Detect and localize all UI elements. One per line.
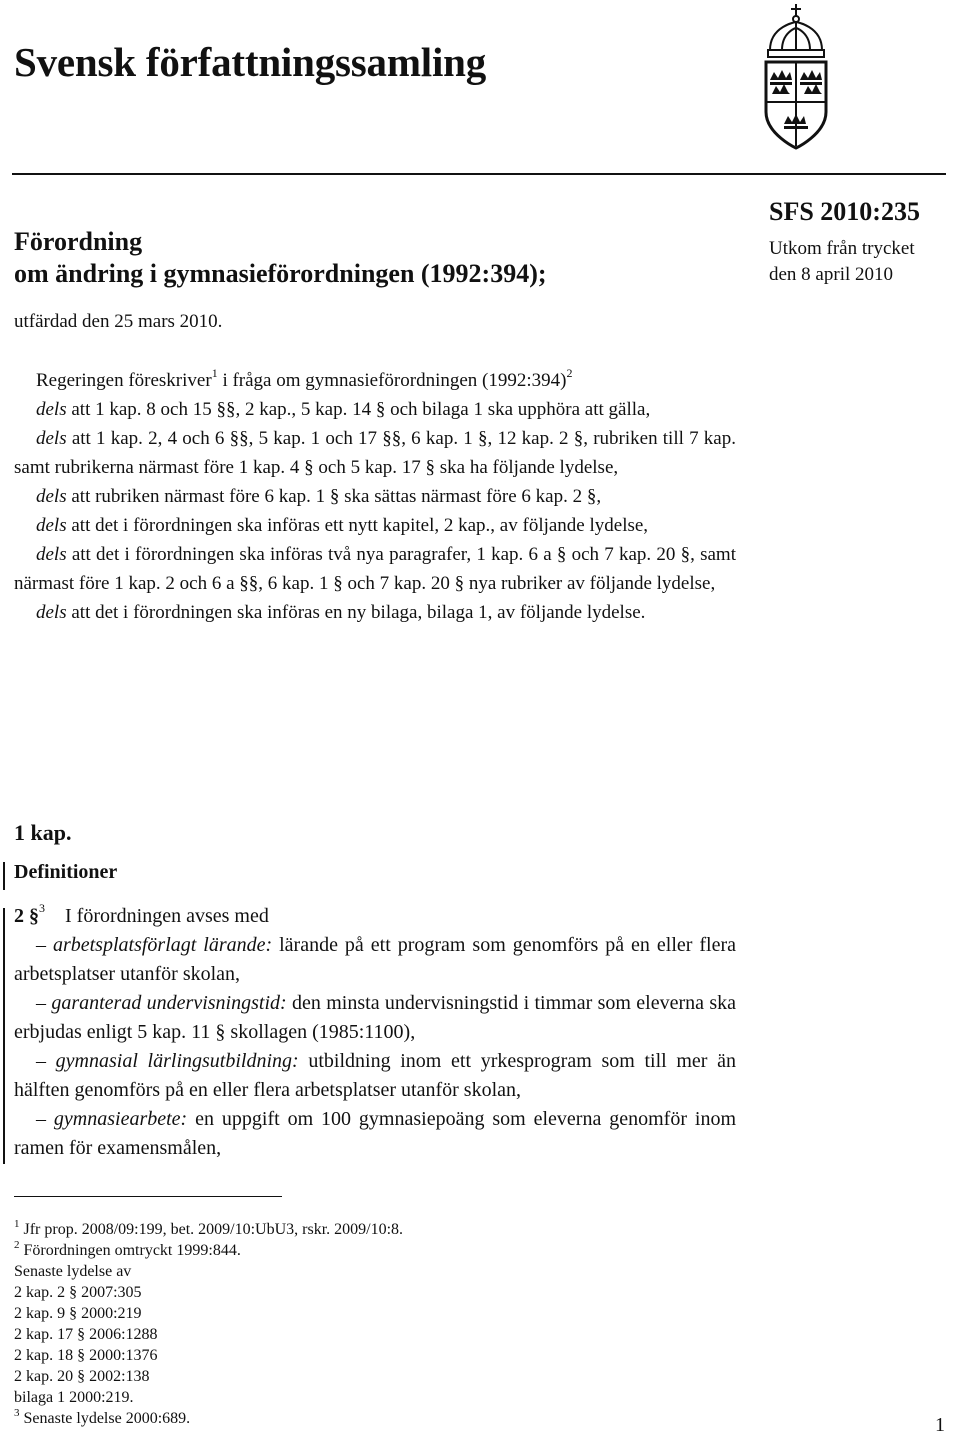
- intro-paragraph: [14, 366, 736, 395]
- paragraph-lead: [14, 902, 736, 931]
- paragraph-number: 2 §: [14, 905, 39, 927]
- footnote-line: Senaste lydelse av: [14, 1263, 132, 1280]
- intro-lead: Regeringen föreskriver: [36, 370, 212, 391]
- footnote-line: 2 kap. 9 § 2000:219: [14, 1305, 142, 1322]
- sfs-number: SFS 2010:235: [769, 197, 920, 226]
- footnote-line: 2 kap. 17 § 2006:1288: [14, 1326, 158, 1343]
- footnote-ref-3: 3: [39, 901, 45, 916]
- dels-clause: [14, 424, 736, 482]
- footnote-1: [14, 1219, 403, 1240]
- paragraph-lead-text: I förordningen avses med: [65, 905, 269, 927]
- coat-of-arms-icon: [756, 2, 836, 152]
- regulation-title-line1: Förordning: [14, 227, 143, 256]
- dels-label: dels: [36, 486, 67, 507]
- footnote-line: bilaga 1 2000:219.: [14, 1389, 134, 1406]
- intro-text: [14, 366, 736, 627]
- series-title: Svensk författningssamling: [14, 39, 487, 85]
- dels-clause: [14, 511, 736, 540]
- dels-label: dels: [36, 544, 67, 565]
- definition-text: en uppgift om 100 gymnasiepoäng som eleverna genomför inom ramen för examensmålen,: [14, 1108, 736, 1159]
- footnote-ref-1: 1: [211, 365, 218, 380]
- dels-text: att 1 kap. 2, 4 och 6 §§, 5 kap. 1 och 17 §§, 6 kap. 1 §, 12 kap. 2 §, rubriken till 7 kap. samt rubrikerna närmast före 1 kap. 4 § och 5 kap. 17 § ska ha följande lydelse,: [14, 428, 736, 478]
- footnote-text: Senaste lydelse 2000:689.: [19, 1410, 191, 1427]
- definition-term: garanterad undervisningstid:: [51, 992, 287, 1014]
- dels-clause: [14, 395, 736, 424]
- dels-clause: [14, 598, 736, 627]
- definition-term: arbetsplatsförlagt lärande:: [52, 934, 273, 956]
- footnote-3: [14, 1408, 403, 1429]
- footnote-text: Jfr prop. 2008/09:199, bet. 2009/10:UbU3, rskr. 2009/10:8.: [19, 1221, 404, 1238]
- publication-info: [769, 236, 915, 288]
- footnote-mark: 3: [14, 1406, 20, 1419]
- dels-label: dels: [36, 515, 67, 536]
- footnote-line: 2 kap. 18 § 2000:1376: [14, 1347, 158, 1364]
- definitions-section: [14, 902, 736, 1163]
- definition-term: gymnasiearbete:: [53, 1108, 188, 1130]
- footnote-text: Förordningen omtryckt 1999:844.: [19, 1242, 241, 1259]
- definition-item: [14, 1105, 736, 1163]
- footnote-2: [14, 1240, 403, 1261]
- dels-text: att det i förordningen ska införas en ny bilaga, bilaga 1, av följande lydelse.: [66, 602, 646, 623]
- dels-label: dels: [36, 428, 67, 449]
- footnote-line: 2 kap. 20 § 2002:138: [14, 1368, 150, 1385]
- section-heading: Definitioner: [14, 861, 118, 883]
- change-bar: [3, 862, 5, 890]
- definition-text: den minsta undervisningstid i timmar som eleverna ska erbjudas enligt 5 kap. 11 § skollagen (1985:1100),: [14, 992, 736, 1043]
- change-bar: [3, 908, 5, 1164]
- definition-item: [14, 1047, 736, 1105]
- chapter-title: 1 kap.: [14, 820, 72, 845]
- definition-text: lärande på ett program som genomförs på en eller flera arbetsplatser utanför skolan,: [14, 934, 736, 985]
- dash: –: [36, 1108, 54, 1130]
- dels-text: att det i förordningen ska införas två nya paragrafer, 1 kap. 6 a § och 7 kap. 20 §, samt närmast före 1 kap. 2 och 6 a §§, 6 kap. 1 § och 7 kap. 20 § nya rubriker av följande lydelse,: [14, 544, 736, 594]
- footnote-mark: 2: [14, 1238, 20, 1251]
- intro-lead-cont: i fråga om gymnasieförordningen (1992:394): [217, 370, 567, 391]
- dels-clause: [14, 482, 736, 511]
- footnote-divider: [14, 1196, 282, 1197]
- footnotes: [14, 1219, 403, 1429]
- dels-clause: [14, 540, 736, 598]
- definition-term: gymnasial lärlingsutbildning:: [55, 1050, 299, 1072]
- dash: –: [36, 1050, 56, 1072]
- publication-line-2: den 8 april 2010: [769, 264, 894, 285]
- dels-label: dels: [36, 399, 67, 420]
- publication-line-1: Utkom från trycket: [769, 238, 915, 259]
- footnote-mark: 1: [14, 1217, 20, 1230]
- issue-date: utfärdad den 25 mars 2010.: [14, 311, 223, 332]
- dels-text: att rubriken närmast före 6 kap. 1 § ska sättas närmast före 6 kap. 2 §,: [66, 486, 602, 507]
- page-number: 1: [935, 1414, 945, 1436]
- dels-text: att 1 kap. 8 och 15 §§, 2 kap., 5 kap. 14 § och bilaga 1 ska upphöra att gälla,: [66, 399, 651, 420]
- definition-text: utbildning inom ett yrkesprogram som till mer än hälften genomförs på en eller flera arbetsplatser utanför skolan,: [14, 1050, 736, 1101]
- regulation-title: [14, 226, 547, 290]
- dels-text: att det i förordningen ska införas ett nytt kapitel, 2 kap., av följande lydelse,: [66, 515, 649, 536]
- regulation-title-line2: om ändring i gymnasieförordningen (1992:394);: [14, 259, 547, 288]
- definition-item: [14, 931, 736, 989]
- header-divider: [12, 173, 946, 175]
- footnote-ref-2: 2: [566, 365, 573, 380]
- dash: –: [36, 992, 52, 1014]
- dels-label: dels: [36, 602, 67, 623]
- definition-item: [14, 989, 736, 1047]
- dash: –: [36, 934, 53, 956]
- footnote-line: 2 kap. 2 § 2007:305: [14, 1284, 142, 1301]
